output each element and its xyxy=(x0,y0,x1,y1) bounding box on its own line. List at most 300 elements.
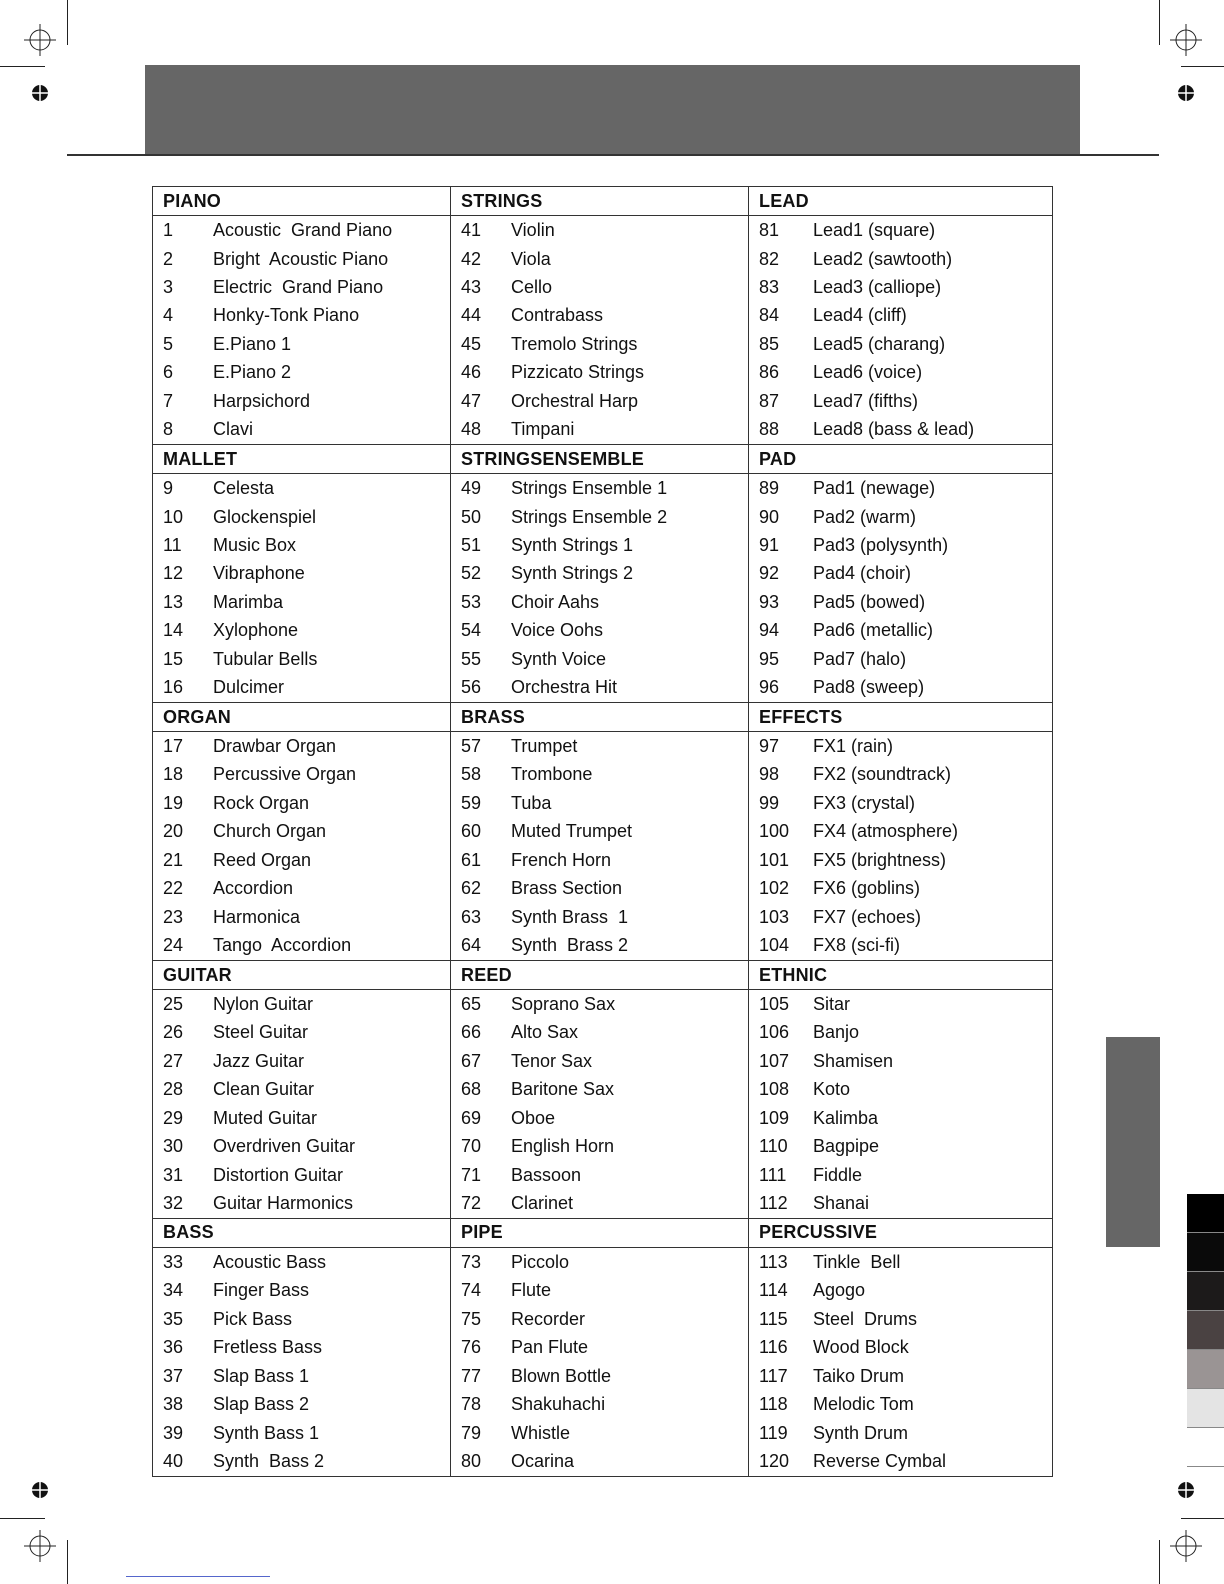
category-header: EFFECTS xyxy=(749,702,1053,731)
voice-name: Music Box xyxy=(213,534,297,555)
voice-cell xyxy=(153,1362,451,1390)
voice-number: 59 xyxy=(461,792,482,813)
voice-cell xyxy=(153,903,451,931)
crop-mark xyxy=(1159,1540,1160,1584)
voice-name: Viola xyxy=(511,248,551,269)
category-header: GUITAR xyxy=(153,960,451,989)
voice-number: 38 xyxy=(163,1394,184,1415)
voice-cell xyxy=(153,875,451,903)
voice-row xyxy=(153,846,1053,874)
voice-number: 31 xyxy=(163,1164,184,1185)
voice-number: 15 xyxy=(163,648,184,669)
voice-number: 74 xyxy=(461,1280,482,1301)
voice-name: FX3 (crystal) xyxy=(813,792,916,813)
voice-name: Pad7 (halo) xyxy=(813,648,907,669)
voice-cell xyxy=(153,1161,451,1189)
voice-number: 120 xyxy=(759,1450,790,1471)
voice-cell xyxy=(451,588,749,616)
voice-name: Tuba xyxy=(511,792,552,813)
voice-cell xyxy=(749,531,1053,559)
voice-number: 36 xyxy=(163,1337,184,1358)
voice-cell xyxy=(451,1189,749,1218)
voice-cell xyxy=(451,560,749,588)
category-header: ORGAN xyxy=(153,702,451,731)
category-header: STRINGS xyxy=(451,187,749,216)
voice-number: 12 xyxy=(163,563,184,584)
registration-dot-icon xyxy=(1176,83,1196,103)
voice-cell xyxy=(153,273,451,301)
voice-name: Lead1 (square) xyxy=(813,220,936,241)
voice-number: 103 xyxy=(759,906,790,927)
voice-cell xyxy=(749,931,1053,960)
voice-cell xyxy=(153,1447,451,1476)
voice-cell xyxy=(749,273,1053,301)
voice-name: Piccolo xyxy=(511,1251,570,1272)
voice-name: Brass Section xyxy=(511,878,623,899)
color-swatch xyxy=(1187,1350,1224,1389)
voice-name: Blown Bottle xyxy=(511,1365,612,1386)
voice-cell xyxy=(451,1161,749,1189)
voice-cell xyxy=(749,1189,1053,1218)
voice-row xyxy=(153,990,1053,1019)
voice-name: Lead3 (calliope) xyxy=(813,277,942,298)
voice-number: 64 xyxy=(461,935,482,956)
voice-number: 94 xyxy=(759,620,780,641)
voice-cell xyxy=(749,1447,1053,1476)
voice-cell xyxy=(451,673,749,702)
voice-cell xyxy=(153,416,451,445)
voice-number: 76 xyxy=(461,1337,482,1358)
voice-name: Shanai xyxy=(813,1193,870,1214)
voice-cell xyxy=(749,617,1053,645)
voice-cell xyxy=(153,1076,451,1104)
voice-cell xyxy=(153,302,451,330)
voice-name: Dulcimer xyxy=(213,677,285,698)
voice-number: 100 xyxy=(759,821,790,842)
voice-cell xyxy=(153,846,451,874)
voice-number: 46 xyxy=(461,362,482,383)
registration-dot-icon xyxy=(30,1480,50,1500)
voice-cell xyxy=(451,474,749,503)
voice-row xyxy=(153,302,1053,330)
voice-number: 7 xyxy=(163,390,174,411)
voice-number: 62 xyxy=(461,878,482,899)
crop-mark xyxy=(1181,66,1224,67)
voice-cell xyxy=(451,1076,749,1104)
voice-name: Synth Strings 1 xyxy=(511,534,634,555)
voice-name: Glockenspiel xyxy=(213,506,317,527)
voice-name: Soprano Sax xyxy=(511,993,616,1014)
voice-name: Clarinet xyxy=(511,1193,574,1214)
voice-cell xyxy=(451,846,749,874)
voice-name: Taiko Drum xyxy=(813,1365,905,1386)
voice-row xyxy=(153,359,1053,387)
voice-name: Strings Ensemble 2 xyxy=(511,506,668,527)
voice-number: 47 xyxy=(461,390,482,411)
voice-name: Nylon Guitar xyxy=(213,993,314,1014)
voice-number: 116 xyxy=(759,1337,788,1358)
voice-name: Muted Trumpet xyxy=(511,821,633,842)
voice-name: Jazz Guitar xyxy=(213,1050,305,1071)
voice-number: 67 xyxy=(461,1050,482,1071)
voice-cell xyxy=(749,216,1053,245)
voice-number: 72 xyxy=(461,1193,482,1214)
voice-cell xyxy=(451,818,749,846)
voice-cell xyxy=(153,1334,451,1362)
voice-name: Slap Bass 2 xyxy=(213,1394,310,1415)
voice-name: Guitar Harmonics xyxy=(213,1193,354,1214)
voice-cell xyxy=(749,1305,1053,1333)
voice-number: 81 xyxy=(759,220,780,241)
color-swatch xyxy=(1187,1272,1224,1311)
category-header: MALLET xyxy=(153,444,451,473)
voice-name: Wood Block xyxy=(813,1337,909,1358)
category-header-row xyxy=(153,187,1053,216)
voice-name: Pad1 (newage) xyxy=(813,478,936,499)
voice-row xyxy=(153,1419,1053,1447)
voice-cell xyxy=(749,1419,1053,1447)
voice-number: 110 xyxy=(759,1136,788,1157)
registration-dot-icon xyxy=(1176,1480,1196,1500)
voice-cell xyxy=(749,645,1053,673)
voice-name: Honky-Tonk Piano xyxy=(213,305,360,326)
voice-number: 26 xyxy=(163,1022,184,1043)
voice-name: FX1 (rain) xyxy=(813,736,894,757)
voice-row xyxy=(153,761,1053,789)
voice-name: Reverse Cymbal xyxy=(813,1450,947,1471)
color-swatch xyxy=(1187,1311,1224,1350)
voice-name: Ocarina xyxy=(511,1450,575,1471)
voice-cell xyxy=(749,1277,1053,1305)
voice-cell xyxy=(749,1076,1053,1104)
registration-crosshair-icon xyxy=(1170,1530,1202,1562)
voice-number: 79 xyxy=(461,1422,482,1443)
voice-name: Alto Sax xyxy=(511,1022,579,1043)
registration-dot-icon xyxy=(30,83,50,103)
voice-number: 117 xyxy=(759,1365,788,1386)
voice-name: Synth Voice xyxy=(511,648,607,669)
voice-number: 11 xyxy=(163,534,182,555)
voice-cell xyxy=(451,1419,749,1447)
voice-name: Muted Guitar xyxy=(213,1107,318,1128)
voice-cell xyxy=(153,387,451,415)
voice-cell xyxy=(153,531,451,559)
voice-cell xyxy=(749,818,1053,846)
voice-cell xyxy=(153,1390,451,1418)
category-header: PERCUSSIVE xyxy=(749,1218,1053,1247)
voice-name: Strings Ensemble 1 xyxy=(511,478,668,499)
voice-row xyxy=(153,1447,1053,1476)
voice-number: 106 xyxy=(759,1022,790,1043)
voice-name: Tubular Bells xyxy=(213,648,318,669)
voice-cell xyxy=(153,1419,451,1447)
voice-name: Recorder xyxy=(511,1308,586,1329)
voice-number: 4 xyxy=(163,305,174,326)
voice-name: Flute xyxy=(511,1280,552,1301)
voice-row xyxy=(153,216,1053,245)
voice-number: 29 xyxy=(163,1107,184,1128)
voice-name: E.Piano 1 xyxy=(213,333,292,354)
voice-number: 95 xyxy=(759,648,780,669)
color-swatch xyxy=(1187,1428,1224,1467)
voice-name: Shamisen xyxy=(813,1050,894,1071)
voice-name: Voice Oohs xyxy=(511,620,604,641)
voice-cell xyxy=(451,416,749,445)
voice-name: Pad4 (choir) xyxy=(813,563,912,584)
voice-number: 44 xyxy=(461,305,482,326)
voice-number: 13 xyxy=(163,591,184,612)
voice-number: 6 xyxy=(163,362,174,383)
voice-name: Banjo xyxy=(813,1022,860,1043)
voice-name: Synth Bass 1 xyxy=(213,1422,320,1443)
voice-cell xyxy=(451,1305,749,1333)
voice-row xyxy=(153,617,1053,645)
voice-cell xyxy=(451,761,749,789)
voice-name: Lead8 (bass & lead) xyxy=(813,419,975,440)
voice-name: FX2 (soundtrack) xyxy=(813,764,952,785)
category-header-row xyxy=(153,1218,1053,1247)
voice-name: Tenor Sax xyxy=(511,1050,593,1071)
voice-name: Agogo xyxy=(813,1280,866,1301)
voice-row xyxy=(153,1019,1053,1047)
voice-cell xyxy=(153,330,451,358)
voice-cell xyxy=(749,1334,1053,1362)
voice-name: Fiddle xyxy=(813,1164,863,1185)
voice-name: Harpsichord xyxy=(213,390,311,411)
registration-crosshair-icon xyxy=(1170,24,1202,56)
voice-name: Tango Accordion xyxy=(213,935,352,956)
voice-cell xyxy=(451,359,749,387)
voice-name: Steel Guitar xyxy=(213,1022,309,1043)
voice-name: Contrabass xyxy=(511,305,604,326)
voice-name: Overdriven Guitar xyxy=(213,1136,356,1157)
voice-number: 21 xyxy=(163,849,184,870)
voice-row xyxy=(153,560,1053,588)
registration-crosshair-icon xyxy=(24,1530,56,1562)
voice-name: Bagpipe xyxy=(813,1136,880,1157)
voice-number: 25 xyxy=(163,993,184,1014)
voice-name: Synth Brass 2 xyxy=(511,935,629,956)
voice-number: 68 xyxy=(461,1079,482,1100)
voice-cell xyxy=(153,1277,451,1305)
voice-name: French Horn xyxy=(511,849,612,870)
voice-row xyxy=(153,645,1053,673)
voice-number: 107 xyxy=(759,1050,790,1071)
voice-row xyxy=(153,1076,1053,1104)
voice-name: Cello xyxy=(511,277,553,298)
voice-name: FX7 (echoes) xyxy=(813,906,922,927)
voice-cell xyxy=(451,1248,749,1277)
voice-row xyxy=(153,875,1053,903)
voice-number: 63 xyxy=(461,906,482,927)
voice-number: 45 xyxy=(461,333,482,354)
voice-number: 118 xyxy=(759,1394,788,1415)
voice-cell xyxy=(451,645,749,673)
category-header: ETHNIC xyxy=(749,960,1053,989)
header-rule xyxy=(67,154,1159,156)
voice-name: Baritone Sax xyxy=(511,1079,615,1100)
color-calibration-strip xyxy=(1187,1194,1224,1467)
voice-cell xyxy=(749,1390,1053,1418)
voice-cell xyxy=(153,560,451,588)
voice-cell xyxy=(749,387,1053,415)
category-header-row xyxy=(153,702,1053,731)
voice-number: 14 xyxy=(163,620,184,641)
voice-row xyxy=(153,818,1053,846)
voice-cell xyxy=(749,789,1053,817)
voice-number: 23 xyxy=(163,906,184,927)
voice-number: 65 xyxy=(461,993,482,1014)
voice-cell xyxy=(153,673,451,702)
voice-number: 83 xyxy=(759,277,780,298)
voice-name: Harmonica xyxy=(213,906,301,927)
voice-number: 42 xyxy=(461,248,482,269)
voice-name: Pad3 (polysynth) xyxy=(813,534,949,555)
color-swatch xyxy=(1187,1194,1224,1233)
voice-number: 3 xyxy=(163,277,174,298)
voice-name: Timpani xyxy=(511,419,575,440)
voice-name: Pick Bass xyxy=(213,1308,293,1329)
voice-number: 16 xyxy=(163,677,184,698)
voice-number: 98 xyxy=(759,764,780,785)
voice-number: 55 xyxy=(461,648,482,669)
voice-number: 35 xyxy=(163,1308,184,1329)
voice-cell xyxy=(451,1390,749,1418)
voice-cell xyxy=(153,1189,451,1218)
voice-cell xyxy=(749,330,1053,358)
voice-cell xyxy=(451,789,749,817)
voice-cell xyxy=(749,875,1053,903)
voice-number: 109 xyxy=(759,1107,790,1128)
voice-cell xyxy=(153,588,451,616)
voice-number: 58 xyxy=(461,764,482,785)
voice-name: Fretless Bass xyxy=(213,1337,323,1358)
voice-row xyxy=(153,1334,1053,1362)
voice-number: 10 xyxy=(163,506,184,527)
voice-row xyxy=(153,732,1053,761)
voice-cell xyxy=(451,617,749,645)
voice-row xyxy=(153,673,1053,702)
voice-number: 53 xyxy=(461,591,482,612)
voice-cell xyxy=(451,1019,749,1047)
voice-number: 56 xyxy=(461,677,482,698)
voice-name: Celesta xyxy=(213,478,275,499)
category-header: BASS xyxy=(153,1218,451,1247)
voice-row xyxy=(153,903,1053,931)
voice-number: 43 xyxy=(461,277,482,298)
voice-name: Synth Drum xyxy=(813,1422,909,1443)
voice-number: 51 xyxy=(461,534,482,555)
voice-number: 52 xyxy=(461,563,482,584)
voice-number: 71 xyxy=(461,1164,482,1185)
voice-number: 18 xyxy=(163,764,184,785)
voice-cell xyxy=(153,617,451,645)
voice-number: 5 xyxy=(163,333,174,354)
voice-cell xyxy=(153,359,451,387)
voice-cell xyxy=(153,245,451,273)
voice-cell xyxy=(749,245,1053,273)
voice-name: Shakuhachi xyxy=(511,1394,606,1415)
category-header: PAD xyxy=(749,444,1053,473)
voice-number: 108 xyxy=(759,1079,790,1100)
voice-number: 91 xyxy=(759,534,780,555)
voice-number: 60 xyxy=(461,821,482,842)
voice-name: Orchestral Harp xyxy=(511,390,639,411)
voice-number: 40 xyxy=(163,1450,184,1471)
voice-name: Lead5 (charang) xyxy=(813,333,946,354)
voice-number: 28 xyxy=(163,1079,184,1100)
voice-name: Lead6 (voice) xyxy=(813,362,923,383)
category-header: PIPE xyxy=(451,1218,749,1247)
voice-number: 90 xyxy=(759,506,780,527)
voice-cell xyxy=(749,560,1053,588)
voice-number: 37 xyxy=(163,1365,184,1386)
voice-row xyxy=(153,1248,1053,1277)
voice-name: Lead2 (sawtooth) xyxy=(813,248,953,269)
voice-number: 49 xyxy=(461,478,482,499)
voice-cell xyxy=(153,1019,451,1047)
voice-number: 70 xyxy=(461,1136,482,1157)
side-tab xyxy=(1106,1037,1160,1247)
voice-cell xyxy=(749,359,1053,387)
voice-cell xyxy=(749,503,1053,531)
voice-cell xyxy=(749,1362,1053,1390)
voice-cell xyxy=(451,503,749,531)
voice-number: 24 xyxy=(163,935,184,956)
voice-name: Accordion xyxy=(213,878,294,899)
voice-name: FX4 (atmosphere) xyxy=(813,821,959,842)
voice-row xyxy=(153,588,1053,616)
voice-cell xyxy=(153,1132,451,1160)
voice-name: Kalimba xyxy=(813,1107,879,1128)
voice-row xyxy=(153,503,1053,531)
voice-number: 22 xyxy=(163,878,184,899)
voice-cell xyxy=(153,216,451,245)
voice-name: Reed Organ xyxy=(213,849,312,870)
voice-number: 2 xyxy=(163,248,174,269)
voice-name: Marimba xyxy=(213,591,284,612)
voice-row xyxy=(153,273,1053,301)
voice-number: 114 xyxy=(759,1280,788,1301)
voice-row xyxy=(153,931,1053,960)
voice-number: 113 xyxy=(759,1251,788,1272)
voice-cell xyxy=(451,1277,749,1305)
voice-name: Vibraphone xyxy=(213,563,305,584)
voice-name: E.Piano 2 xyxy=(213,362,292,383)
header-band xyxy=(145,65,1080,155)
voice-name: Melodic Tom xyxy=(813,1394,914,1415)
voice-cell xyxy=(749,1047,1053,1075)
voice-name: Finger Bass xyxy=(213,1280,310,1301)
voice-cell xyxy=(153,474,451,503)
voice-cell xyxy=(451,1362,749,1390)
voice-number: 102 xyxy=(759,878,790,899)
crop-mark xyxy=(0,66,45,67)
voice-cell xyxy=(451,1132,749,1160)
voice-name: Synth Strings 2 xyxy=(511,563,634,584)
voice-number: 8 xyxy=(163,419,174,440)
voice-number: 20 xyxy=(163,821,184,842)
voice-cell xyxy=(749,416,1053,445)
voice-name: Clavi xyxy=(213,419,254,440)
bottom-link-line xyxy=(126,1576,270,1577)
voice-name: Koto xyxy=(813,1079,851,1100)
voice-number: 66 xyxy=(461,1022,482,1043)
voice-number: 9 xyxy=(163,478,174,499)
voice-number: 101 xyxy=(759,849,790,870)
voice-name: Xylophone xyxy=(213,620,299,641)
voice-row xyxy=(153,1390,1053,1418)
